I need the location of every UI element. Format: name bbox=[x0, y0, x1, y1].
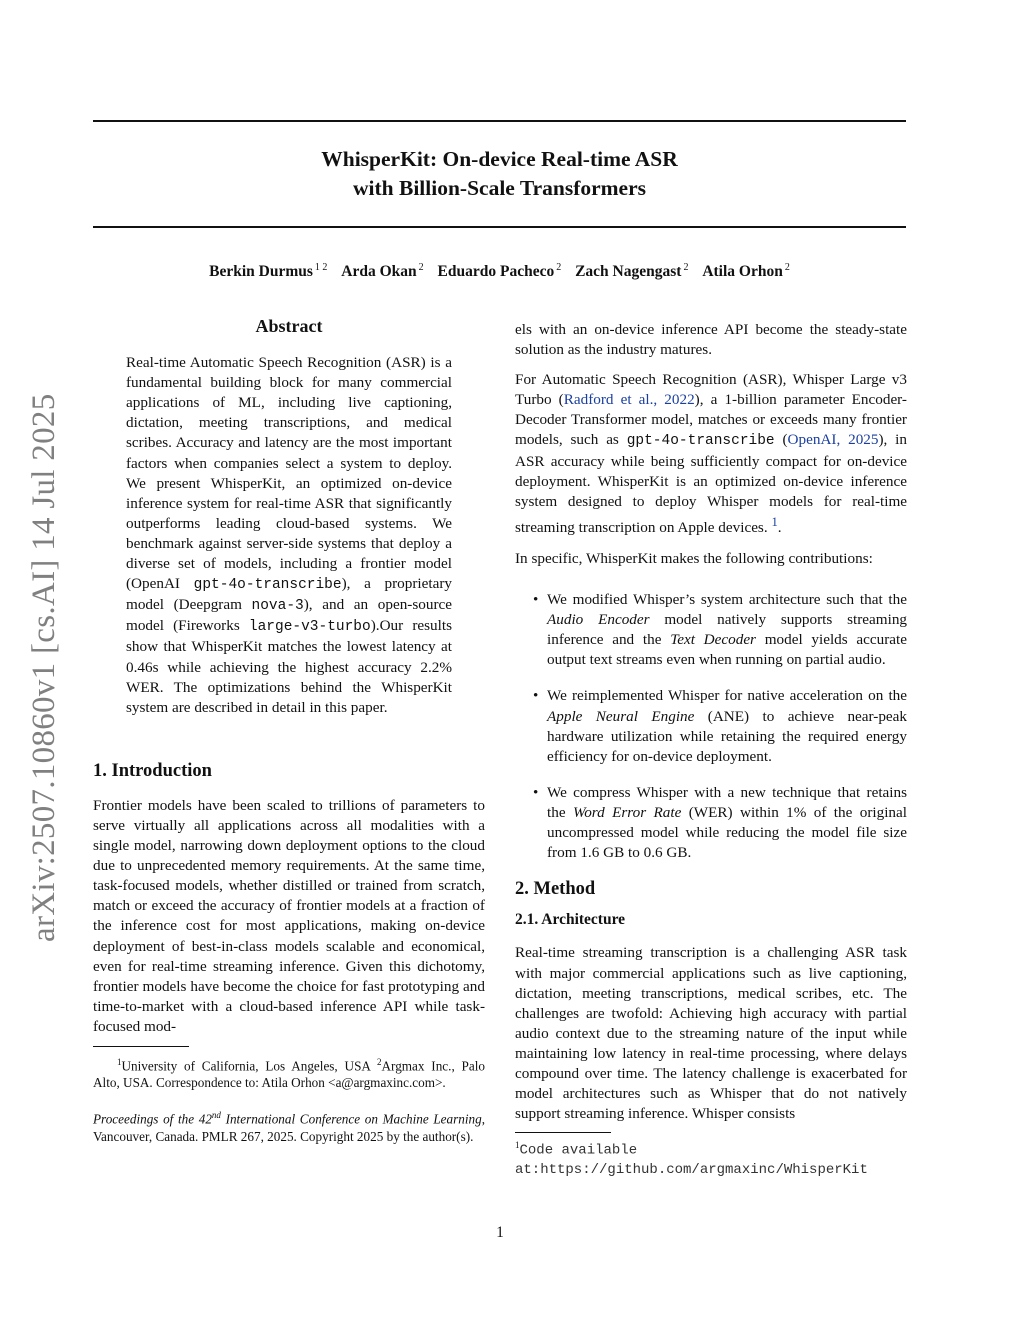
proceedings-emph-2: International Conference on Machine Learning bbox=[220, 1111, 482, 1127]
introduction-heading: 1. Introduction bbox=[93, 760, 212, 781]
author-name: Eduardo Pacheco bbox=[437, 263, 555, 281]
author-affiliation-mark: 2 bbox=[683, 262, 689, 273]
introduction-paragraph-2 bbox=[515, 370, 907, 538]
author-list bbox=[93, 262, 906, 281]
author-2 bbox=[341, 263, 423, 280]
contribution-2-text-2: (ANE) to achieve near-peak hardware utilization while retaining the required energy efficiency for on-device deployment. bbox=[547, 707, 907, 765]
abstract-code-nova: nova-3 bbox=[251, 598, 304, 615]
abstract-paragraph bbox=[126, 353, 452, 718]
contribution-1-text-1: We modified Whisper’s system architecture such that the bbox=[547, 591, 907, 609]
list-item bbox=[547, 590, 907, 670]
abstract-text-1: Real-time Automatic Speech Recognition (ASR) is a fundamental building block for many commercial applications of ML, including live captioning, dictation, meeting transcriptions, and medical scribes. Accuracy and latency are the most important factors when companies select a system to deploy. We present WhisperKit, an optimized on-device inference system for real-time ASR that significantly outperforms leading cloud-based systems. We benchmark against server-side systems that deploy a diverse set of models, including a frontier model (OpenAI bbox=[126, 354, 452, 593]
author-affiliation-mark: 1 2 bbox=[314, 262, 328, 273]
author-affiliation-mark: 2 bbox=[418, 262, 424, 273]
code-link[interactable]: Code available at:https://github.com/argmaxinc/WhisperKit bbox=[515, 1142, 868, 1178]
footnote-mark: 1 bbox=[515, 1140, 520, 1151]
abstract-code-turbo: large-v3-turbo bbox=[248, 619, 371, 636]
architecture-subheading: 2.1. Architecture bbox=[515, 911, 626, 929]
contribution-3-text-2: (WER) within 1% of the original uncompressed model while reducing the model file size from 1.6 GB to 0.6 GB. bbox=[547, 803, 907, 862]
code-footnote bbox=[515, 1137, 907, 1178]
author-affiliation-mark: 2 bbox=[556, 262, 562, 273]
intro-p2-text-2: ), a 1-billion parameter Encoder-Decoder Transformer model, matches or exceeds many frontier models, such as bbox=[515, 391, 907, 449]
citation-openai-2025[interactable]: OpenAI, 2025 bbox=[787, 431, 879, 449]
contributions-list bbox=[515, 590, 907, 863]
footnote-rule bbox=[515, 1132, 611, 1133]
abstract-heading: Abstract bbox=[255, 316, 323, 336]
footnote-link-1[interactable]: 1 bbox=[771, 514, 778, 529]
proceedings-ordinal: nd bbox=[211, 1110, 221, 1121]
title-bottom-rule bbox=[93, 226, 906, 228]
introduction-paragraph-1: Frontier models have been scaled to trillions of parameters to serve virtually all applications across all modalities with a single model, narrowing down deployment options to the cloud due to unprecedented memory requirements. At the same time, task-focused models, whether distilled or trained from scratch, match or exceed the accuracy of frontier models at a fraction of the inference cost for most applications, making on-device deployment of best-in-class models scalable and economical, even for real-time streaming inference. Given this dichotomy, frontier models have become the choice for fast prototyping and time-to-market with a cloud-based inference API while task-focused mod- bbox=[93, 796, 485, 1035]
method-paragraph-1: Real-time streaming transcription is a challenging ASR task with major commercial applications such as live captioning, dictation, meeting transcriptions, medical scribes, etc. The challenges are twofold: Achieving high accuracy with partial audio context due to the streaming nature of the input while maintaining low latency in real-time processing, where delays compound over time. The latency challenge is exacerbated for model architectures such as Whisper that do not natively support streaming inference. Whisper consists bbox=[515, 944, 907, 1123]
citation-radford-2022[interactable]: Radford et al., 2022 bbox=[563, 391, 695, 409]
intro-p2-text-1: For Automatic Speech Recognition (ASR), Whisper Large v3 Turbo ( bbox=[515, 371, 907, 409]
contribution-3-emph-1: Word Error Rate bbox=[572, 803, 682, 821]
contribution-2-emph-1: Apple Neural Engine bbox=[547, 707, 695, 725]
title-line-1: WhisperKit: On-device Real-time ASR bbox=[321, 147, 678, 171]
arxiv-identifier-stamp: arXiv:2507.10860v1 [cs.AI] 14 Jul 2025 bbox=[26, 393, 62, 942]
contribution-1-emph-1: Audio Encoder bbox=[547, 611, 650, 629]
introduction-paragraph-3: In specific, WhisperKit makes the following contributions: bbox=[515, 550, 873, 567]
abstract-body bbox=[93, 353, 485, 718]
contribution-1-text-3: model yields accurate output text streams even when running on partial audio. bbox=[547, 631, 907, 669]
page-number: 1 bbox=[496, 1224, 504, 1241]
author-3 bbox=[438, 263, 562, 280]
author-affiliation-mark: 2 bbox=[784, 262, 790, 273]
proceedings-emph-1: Proceedings of the 42 bbox=[93, 1111, 212, 1127]
proceedings-text: , Vancouver, Canada. PMLR 267, 2025. Copyright 2025 by the author(s). bbox=[93, 1111, 485, 1144]
intro-p2-text-5: . bbox=[777, 518, 782, 536]
intro-p2-text-4: ), in ASR accuracy while being sufficiently compact for on-device deployment. WhisperKit is an optimized on-device inference system designed to deploy Whisper models for real-time streaming transcription on Apple devices. bbox=[515, 431, 907, 536]
intro-code-gpt4o: gpt-4o-transcribe bbox=[626, 433, 775, 450]
contribution-1-text-2: model natively supports streaming inference and the bbox=[547, 611, 908, 649]
title-line-2: with Billion-Scale Transformers bbox=[352, 176, 647, 200]
author-name: Atila Orhon bbox=[702, 263, 783, 281]
right-column bbox=[515, 320, 907, 1179]
affiliation-text-1: University of California, Los Angeles, USA bbox=[121, 1058, 378, 1074]
abstract-text-2: ), a proprietary model (Deepgram bbox=[126, 575, 452, 614]
author-5 bbox=[702, 263, 790, 280]
author-name: Zach Nagengast bbox=[575, 263, 682, 281]
list-item bbox=[547, 783, 907, 863]
footnote-rule bbox=[93, 1046, 189, 1047]
author-4 bbox=[575, 263, 688, 280]
author-1 bbox=[209, 263, 327, 280]
author-name: Berkin Durmus bbox=[209, 263, 313, 281]
method-heading: 2. Method bbox=[515, 879, 596, 900]
abstract-code-gpt4o: gpt-4o-transcribe bbox=[193, 577, 342, 594]
affiliation-text-2: Argmax Inc., Palo Alto, USA. Correspondence to: Atila Orhon <a@argmaxinc.com>. bbox=[93, 1058, 485, 1091]
contribution-3-text-1: We compress Whisper with a new technique that retains the bbox=[547, 783, 907, 821]
intro-p2-text-3: ( bbox=[774, 431, 788, 449]
contribution-1-emph-2: Text Decoder bbox=[670, 631, 756, 649]
left-column bbox=[93, 316, 485, 1145]
list-item bbox=[547, 686, 907, 766]
paper-title bbox=[93, 145, 906, 203]
title-top-rule bbox=[93, 120, 906, 122]
introduction-paragraph-1-continued: els with an on-device inference API become the steady-state solution as the industry matures. bbox=[515, 321, 907, 359]
abstract-text-3: ), and an open-source model (Fireworks bbox=[126, 596, 452, 635]
footnote-mark: 1 bbox=[117, 1057, 122, 1067]
proceedings-footnote bbox=[93, 1107, 485, 1144]
author-name: Arda Okan bbox=[341, 263, 417, 281]
footnote-mark: 2 bbox=[377, 1057, 382, 1067]
contribution-2-text-1: We reimplemented Whisper for native acceleration on the bbox=[547, 687, 907, 705]
affiliation-footnote bbox=[93, 1054, 485, 1091]
abstract-text-4: ).Our results show that WhisperKit matches the lowest latency at 0.46s while achieving the highest accuracy 2.2% WER. The optimizations behind the WhisperKit system are described in detail in this paper. bbox=[126, 617, 452, 716]
